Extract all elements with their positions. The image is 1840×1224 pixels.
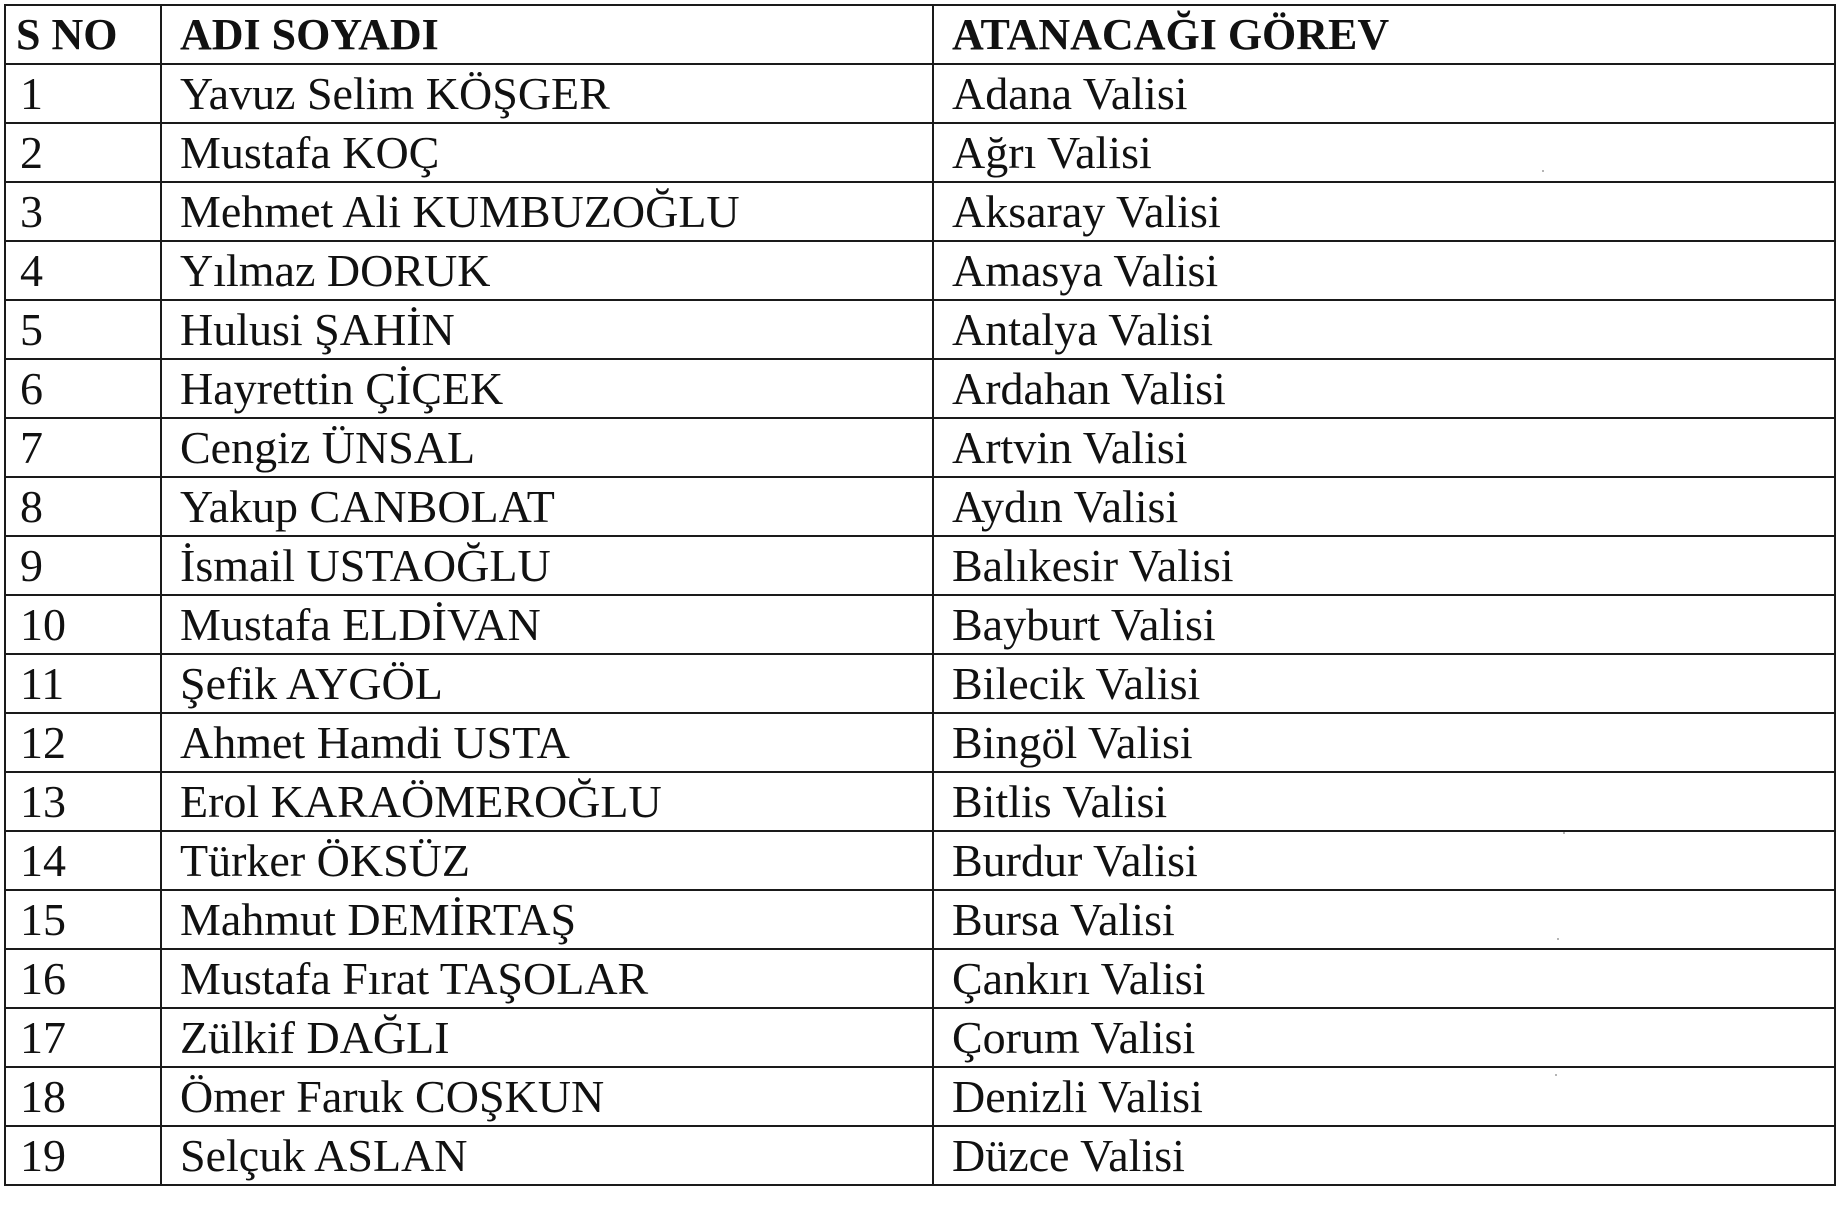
row-number-cell: 12 (5, 713, 161, 772)
row-number-cell: 9 (5, 536, 161, 595)
full-name-cell: Ömer Faruk COŞKUN (161, 1067, 933, 1126)
assigned-duty-cell: Çorum Valisi (933, 1008, 1835, 1067)
row-number-cell: 4 (5, 241, 161, 300)
table-row (5, 64, 1835, 123)
row-number-cell: 8 (5, 477, 161, 536)
row-number-cell: 6 (5, 359, 161, 418)
scan-speck (1555, 1074, 1557, 1076)
full-name-cell: Şefik AYGÖL (161, 654, 933, 713)
table-row (5, 890, 1835, 949)
row-number-cell: 2 (5, 123, 161, 182)
full-name-cell: Mahmut DEMİRTAŞ (161, 890, 933, 949)
full-name-cell: Cengiz ÜNSAL (161, 418, 933, 477)
full-name-cell: Türker ÖKSÜZ (161, 831, 933, 890)
row-number-cell: 17 (5, 1008, 161, 1067)
assigned-duty-cell: Çankırı Valisi (933, 949, 1835, 1008)
table-row (5, 1126, 1835, 1185)
assigned-duty-cell: Bingöl Valisi (933, 713, 1835, 772)
assigned-duty-cell: Ağrı Valisi (933, 123, 1835, 182)
assigned-duty-cell: Aksaray Valisi (933, 182, 1835, 241)
assigned-duty-cell: Antalya Valisi (933, 300, 1835, 359)
assigned-duty-cell: Bilecik Valisi (933, 654, 1835, 713)
table-row (5, 300, 1835, 359)
table-row (5, 359, 1835, 418)
table-row (5, 241, 1835, 300)
assigned-duty-cell: Denizli Valisi (933, 1067, 1835, 1126)
column-header-name: ADI SOYADI (161, 5, 933, 64)
row-number-cell: 10 (5, 595, 161, 654)
full-name-cell: Hayrettin ÇİÇEK (161, 359, 933, 418)
assigned-duty-cell: Adana Valisi (933, 64, 1835, 123)
full-name-cell: Zülkif DAĞLI (161, 1008, 933, 1067)
full-name-cell: Yılmaz DORUK (161, 241, 933, 300)
assigned-duty-cell: Burdur Valisi (933, 831, 1835, 890)
row-number-cell: 13 (5, 772, 161, 831)
assigned-duty-cell: Amasya Valisi (933, 241, 1835, 300)
table-row (5, 713, 1835, 772)
full-name-cell: Mehmet Ali KUMBUZOĞLU (161, 182, 933, 241)
assigned-duty-cell: Ardahan Valisi (933, 359, 1835, 418)
row-number-cell: 18 (5, 1067, 161, 1126)
table-row (5, 477, 1835, 536)
row-number-cell: 14 (5, 831, 161, 890)
table-row (5, 1067, 1835, 1126)
full-name-cell: Selçuk ASLAN (161, 1126, 933, 1185)
table-row (5, 949, 1835, 1008)
full-name-cell: Mustafa KOÇ (161, 123, 933, 182)
assigned-duty-cell: Bitlis Valisi (933, 772, 1835, 831)
table-row (5, 182, 1835, 241)
assigned-duty-cell: Balıkesir Valisi (933, 536, 1835, 595)
full-name-cell: Mustafa Fırat TAŞOLAR (161, 949, 933, 1008)
scan-speck (1563, 832, 1565, 834)
full-name-cell: İsmail USTAOĞLU (161, 536, 933, 595)
row-number-cell: 16 (5, 949, 161, 1008)
full-name-cell: Yakup CANBOLAT (161, 477, 933, 536)
table-header (5, 5, 1835, 64)
row-number-cell: 1 (5, 64, 161, 123)
table-row (5, 831, 1835, 890)
table-row (5, 772, 1835, 831)
full-name-cell: Erol KARAÖMEROĞLU (161, 772, 933, 831)
column-header-duty: ATANACAĞI GÖREV (933, 5, 1835, 64)
assigned-duty-cell: Bursa Valisi (933, 890, 1835, 949)
assigned-duty-cell: Artvin Valisi (933, 418, 1835, 477)
full-name-cell: Ahmet Hamdi USTA (161, 713, 933, 772)
row-number-cell: 15 (5, 890, 161, 949)
scan-speck (1542, 170, 1544, 172)
column-header-no: S NO (5, 5, 161, 64)
row-number-cell: 19 (5, 1126, 161, 1185)
scan-speck (1557, 938, 1559, 940)
table-row (5, 123, 1835, 182)
assigned-duty-cell: Aydın Valisi (933, 477, 1835, 536)
header-row (5, 5, 1835, 64)
table-row (5, 536, 1835, 595)
full-name-cell: Yavuz Selim KÖŞGER (161, 64, 933, 123)
table-row (5, 418, 1835, 477)
appointments-table (4, 4, 1836, 1186)
row-number-cell: 11 (5, 654, 161, 713)
assigned-duty-cell: Bayburt Valisi (933, 595, 1835, 654)
row-number-cell: 3 (5, 182, 161, 241)
full-name-cell: Hulusi ŞAHİN (161, 300, 933, 359)
row-number-cell: 5 (5, 300, 161, 359)
table-body (5, 64, 1835, 1185)
table-row (5, 595, 1835, 654)
table-row (5, 1008, 1835, 1067)
row-number-cell: 7 (5, 418, 161, 477)
table-row (5, 654, 1835, 713)
assigned-duty-cell: Düzce Valisi (933, 1126, 1835, 1185)
full-name-cell: Mustafa ELDİVAN (161, 595, 933, 654)
